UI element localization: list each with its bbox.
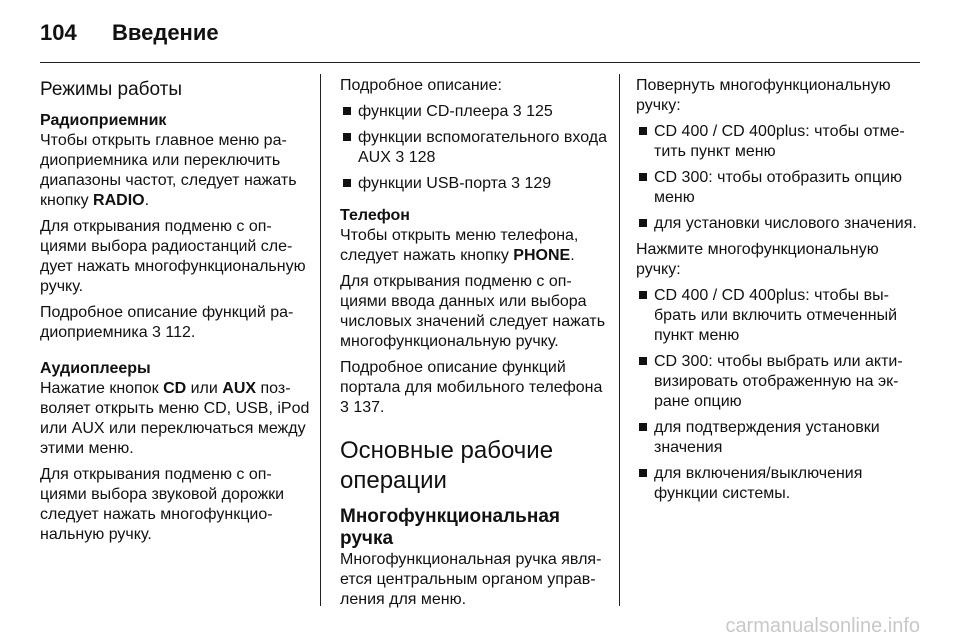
rotate-intro: Повернуть многофункциональную ручку: <box>636 77 891 114</box>
page-number: 104 <box>40 20 77 45</box>
players-paragraph-2: Для открывания подменю с опциями выбора звуковой дорожки следует нажать многофункциональную ручку. <box>40 466 285 543</box>
press-intro: Нажмите многофункциональную ручку: <box>636 241 879 278</box>
players-paragraph-1 <box>40 379 310 459</box>
radio-paragraph-3 <box>40 303 310 343</box>
players-p1-mid: или <box>186 380 223 397</box>
knob-paragraph-1: Многофункциональная ручка является центральным органом управления для меню. <box>340 551 602 608</box>
chapter-title: Введение <box>112 20 219 45</box>
details-intro: Подробное описание: <box>340 77 502 94</box>
phone-paragraph-2: Для открывания подменю с опциями ввода данных или выбора числовых значений следует нажать многофункциональную ручку. <box>340 273 606 350</box>
column-divider-1 <box>320 74 321 606</box>
radio-paragraph-1 <box>40 131 310 211</box>
heading-audio-players: Аудиоплееры <box>40 360 151 377</box>
aux-key-label: AUX <box>222 380 257 397</box>
column-1 <box>40 76 310 551</box>
list-item[interactable]: функции CD-плеера 3 125 <box>340 102 612 122</box>
header-rule <box>40 62 920 63</box>
phone-paragraph-3: Подробное описание функций портала для мобильного телефона 3 137. <box>340 359 603 416</box>
details-list <box>340 102 612 194</box>
list-item: CD 400 / CD 400plus: чтобы выбрать или включить отмеченный пункт меню <box>636 286 918 346</box>
heading-phone: Телефон <box>340 207 410 224</box>
section-title-modes: Режимы работы <box>40 79 183 100</box>
column-3 <box>636 76 918 510</box>
heading-multifunction-knob: Многофункциональная ручка <box>340 506 560 549</box>
radio-p3-text: Подробное описание функций радиоприемника <box>40 304 294 341</box>
column-divider-2 <box>619 74 620 606</box>
radio-p1-end: . <box>144 192 150 209</box>
radio-page-reference[interactable]: 3 112. <box>152 324 196 341</box>
list-item: для подтверждения установки значения <box>636 418 918 458</box>
page-header <box>40 20 219 46</box>
phone-key-label: PHONE <box>513 247 571 264</box>
radio-p1-text: Чтобы открыть главное меню радиоприемника или переключить диапазоны частот, следует нажать кнопку <box>40 132 297 209</box>
list-item: CD 300: чтобы выбрать или активизировать отображенную на экране опцию <box>636 352 918 412</box>
list-item: для установки числового значения. <box>636 214 918 234</box>
phone-paragraph-1 <box>340 226 612 266</box>
section-title-basic-operations: Основные рабочие операции <box>340 437 554 494</box>
radio-paragraph-2: Для открывания подменю с опциями выбора радиостанций следует нажать многофункциональную ручку. <box>40 218 306 295</box>
phone-p1-text: Чтобы открыть меню телефона, следует нажать кнопку <box>340 227 579 264</box>
watermark: carmanualsonline.info <box>725 615 920 637</box>
column-2 <box>340 76 612 616</box>
radio-key-label: RADIO <box>93 192 145 209</box>
list-item[interactable]: функции вспомогательного входа AUX 3 128 <box>340 128 612 168</box>
list-item: для включения/выключения функции системы. <box>636 464 918 504</box>
heading-radio: Радиоприемник <box>40 112 167 129</box>
players-p1-end: позволяет открыть меню CD, USB, iPod или AUX или переключаться между этими меню. <box>40 380 310 457</box>
list-item[interactable]: функции USB-порта 3 129 <box>340 174 612 194</box>
phone-p1-end: . <box>570 247 575 264</box>
list-item: CD 400 / CD 400plus: чтобы отметить пункт меню <box>636 122 918 162</box>
list-item: CD 300: чтобы отобразить опцию меню <box>636 168 918 208</box>
players-p1-text: Нажатие кнопок <box>40 380 164 397</box>
rotate-list <box>636 122 918 234</box>
press-list <box>636 286 918 504</box>
cd-key-label: CD <box>163 380 187 397</box>
